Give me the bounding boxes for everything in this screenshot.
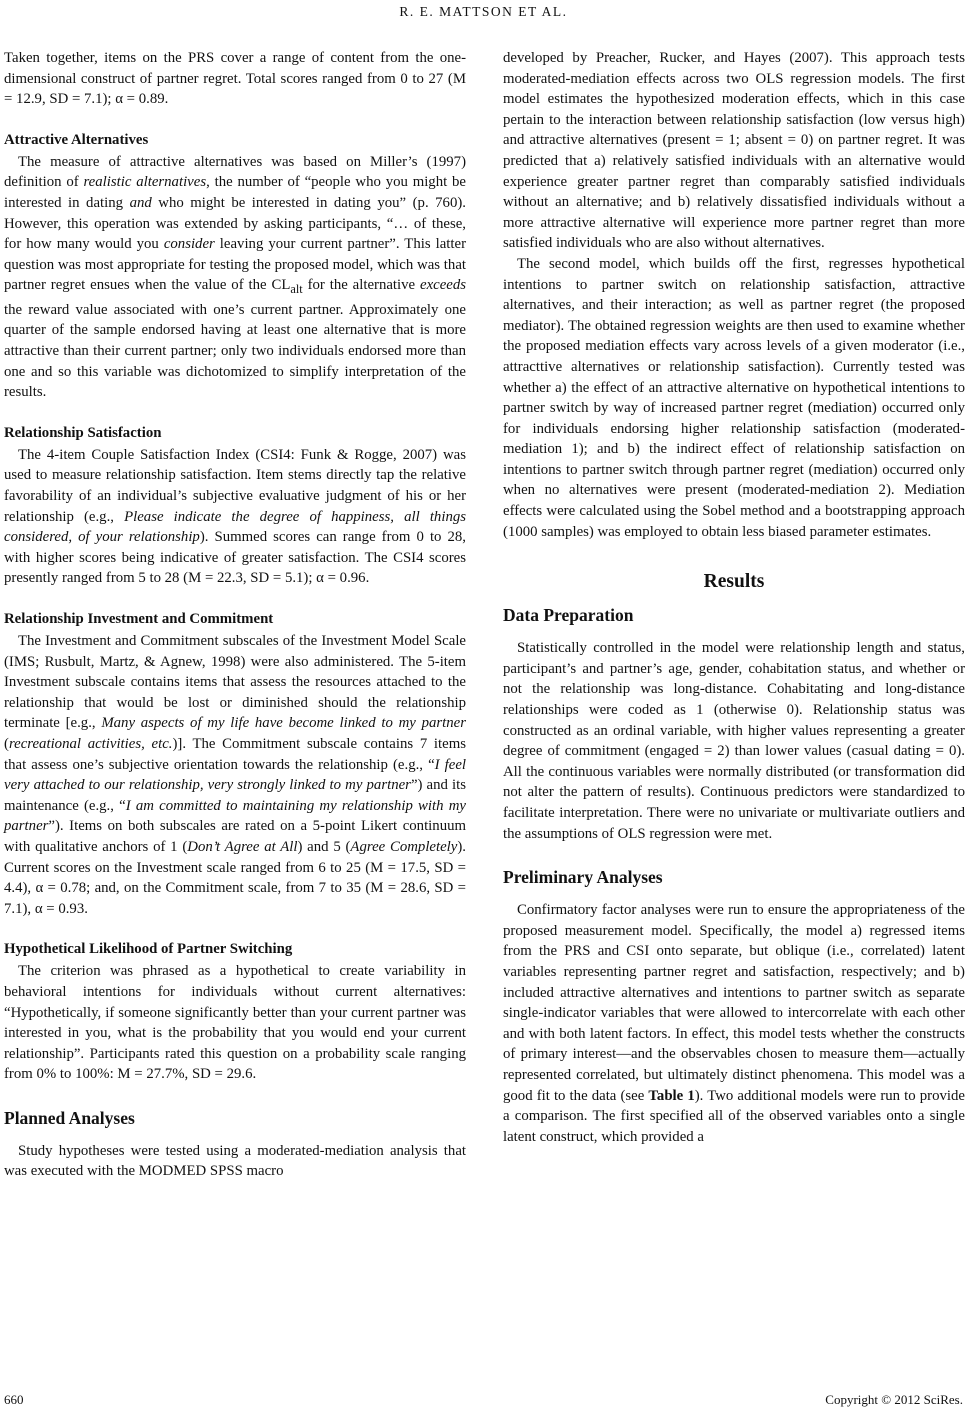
copyright-notice: Copyright © 2012 SciRes. [825,1392,963,1407]
left-column [4,48,466,1182]
heading-partner-switching: Hypothetical Likelihood of Partner Switching [4,941,293,958]
paragraph-data-preparation: Statistically controlled in the model were relationship length and status, participant’s and partner’s age, gender, cohabitation status, and whether or not the relationship was long-distance. Cohabitating and long-distance relationships were coded as 1 (otherwise 0). Relationship status was constructed as an ordinal variable, with higher values representing a greater degree of commitment (engaged = 2) than lower values (casual dating = 0). All the continuous variables were normally distributed (or transformation did not alter the pattern of results). Continuous predictors were standardized to facilitate interpretation. There were no univariate or multivariate outliers and the assumptions of OLS regression were met. [503,640,965,842]
paragraph-investment-commitment: The Investment and Commitment subscales of the Investment Model Scale (IMS; Rusbult, Martz, & Agnew, 1998) were also administered. The 5-item Investment subscale contains items that assess the resources attached to the relationship that would be lost or diminished should the relationship terminate [e.g., Many aspects of my life have become linked to my partner (recreational activities, etc.)]. The Commitment subscale contains 7 items that assess one’s subjective orientation towards the relationship (e.g., “I feel very attached to our relationship, very strongly linked to my partner”) and its maintenance (e.g., “I am committed to maintaining my relationship with my partner”). Items on both subscales are rated on a 5-point Likert continuum with qualitative anchors of 1 (Don’t Agree at All) and 5 (Agree Completely). Current scores on the Investment scale ranged from 6 to 25 (M = 17.5, SD = 4.4), α = 0.78; and, on the Commitment scale, from 7 to 35 (M = 28.6, SD = 7.1), α = 0.93. [4,633,467,917]
heading-results: Results [703,571,765,593]
paragraph-planned-analyses: Study hypotheses were tested using a moderated-mediation analysis that was executed with the MODMED SPSS macro [4,1142,466,1180]
heading-relationship-satisfaction: Relationship Satisfaction [4,424,162,441]
heading-planned-analyses: Planned Analyses [4,1107,135,1128]
paragraph-second-model: The second model, which builds off the first, regresses hypothetical intentions to partner switch on relationship satisfaction, attractive alternatives, and their interaction; as well as partner regret (the proposed mediator). The obtained regression weights are then used to examine whether the proposed mediation effects vary across levels of a given moderator (i.e., attracttive alternatives or relationship satisfaction). Currently tested was whether a) the effect of an attractive alternative on hypothetical intentions to partner switch by way of increased partner regret (mediation) occurred only for individuals endorsing higher relationship satisfaction (moderated-mediation 1); and b) the indirect effect of relationship satisfaction on intentions to partner switch through partner regret (mediation) occurred only when no alternatives were present (moderated-mediation 2). Mediation effects were calculated using the Sobel method and a bootstrapping approach (1000 samples) was employed to obtain less biased parameter estimates. [503,255,965,540]
paragraph-attractive-alternatives: The measure of attractive alternatives was based on Miller’s (1997) definition of realistic alternatives, the number of “people who you might be interested in dating and who might be interested in dating you” (p. 760). However, this operation was extended by asking participants, “… of these, for how many would you consider leaving your current partner”. This latter question was most appropriate for testing the proposed model, which was that partner regret ensues when the value of the $CL_{alt}$ for the alternative exceeds the reward value associated with one’s current partner. Approximately one quarter of the sample endorsed having at least one alternative that is more attractive than their current partner; only two individuals endorsed more than one and so this variable was dichotomized to simplify interpretation of the results. [4,153,466,401]
heading-preliminary-analyses: Preliminary Analyses [503,867,663,888]
table-1-reference[interactable]: Table 1 [648,1087,695,1104]
paragraph-preliminary-analyses: Confirmatory factor analyses were run to ensure the appropriateness of the proposed measurement model. Specifically, the model a) regressed items from the PRS and CSI onto separate, but oblique (i.e., correlated) latent variables representing partner regret and satisfaction, respectively; and b) included attractive alternatives and intentions to partner switch as separate single-indicator variables that were allowed to intercorrelate with each other and with both latent factors. In effect, this model tests whether the constructs of primary interest—and the observables chosen to measure them—actually represented correlated, but ultimately distinct phenomena. This model was a good fit to the data (see Table 1). Two additional models were run to provide a comparison. The first specified all of the observed variables onto a single latent construct, which provided a [503,902,965,1145]
right-column [503,48,965,1147]
heading-data-preparation: Data Preparation [503,605,634,626]
paragraph-partner-switching: The criterion was phrased as a hypothetical to create variability in behavioral intentions for individuals without current alternatives: “Hypothetically, if someone significantly better than your current partner was interested in you, what is the probability that you would end your current relationship”. Participants rated this question on a probability scale ranging from 0% to 100%: M = 27.7%, SD = 29.6. [4,963,466,1083]
page-number: 660 [4,1392,24,1407]
heading-attractive-alternatives: Attractive Alternatives [4,131,149,148]
running-head: R. E. MATTSON ET AL. [399,4,568,19]
intro-paragraph: Taken together, items on the PRS cover a range of content from the one-dimensional construct of partner regret. Total scores ranged from 0 to 27 (M = 12.9, SD = 7.1); α = 0.89. [4,50,466,108]
paragraph-continued: developed by Preacher, Rucker, and Hayes (2007). This approach tests moderated-mediation effects across two OLS regression models. The first model estimates the hypothesized moderation effects, which in this case pertain to the interaction between relationship satisfaction (low versus high) and attractive alternatives (present = 1; absent = 0) on partner regret. It was predicted that a) relatively satisfied individuals with an alternative would experience greater partner regret than comparably satisfied individuals without an alternative; and b) relatively dissatisfied individuals without a more attractive alternative will experience more partner regret than more satisfied individuals who are also without alternatives. [503,50,965,252]
paragraph-relationship-satisfaction: The 4-item Couple Satisfaction Index (CSI4: Funk & Rogge, 2007) was used to measure relationship satisfaction. Item stems directly tap the relative favorability of an individual’s subjective evaluative judgment of his or her relationship (e.g., Please indicate the degree of happiness, all things considered, of your relationship). Summed scores can range from 0 to 28, with higher scores being indicative of greater satisfaction. The CSI4 scores presently ranged from 5 to 28 (M = 22.3, SD = 5.1); α = 0.96. [4,446,467,587]
heading-investment-commitment: Relationship Investment and Commitment [4,611,274,628]
